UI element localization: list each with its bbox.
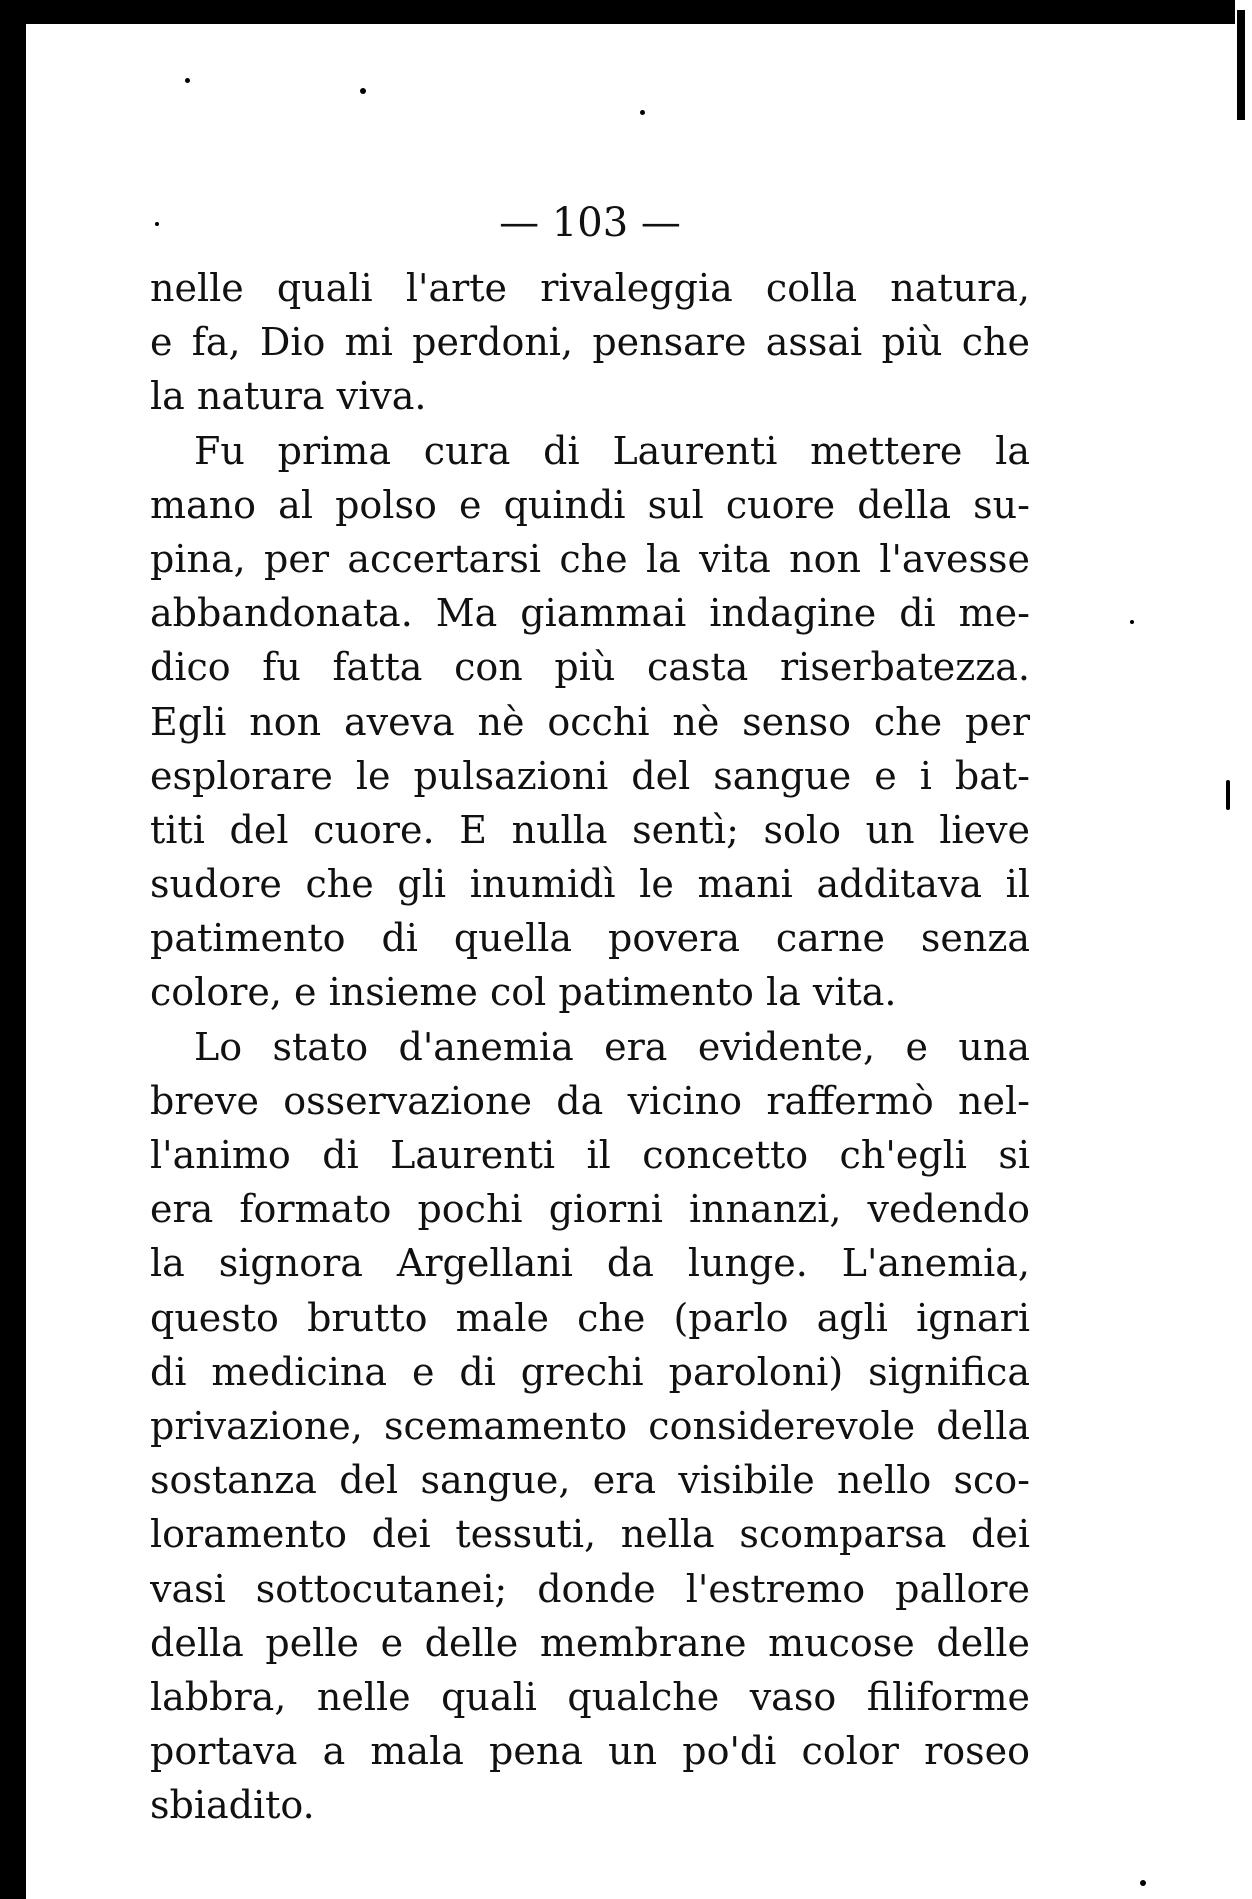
text-line: breve osservazione da vicino raffermò nel- — [150, 1078, 1030, 1123]
text-line: era formato pochi giorni innanzi, vedendo — [150, 1187, 1030, 1232]
text-line: la natura viva. — [150, 374, 427, 419]
text-line: labbra, nelle quali qualche vaso filiforme — [150, 1674, 1030, 1719]
text-line: sbiadito. — [150, 1783, 315, 1828]
text-line: sostanza del sangue, era visibile nello sco- — [150, 1458, 1030, 1503]
text-line: la signora Argellani da lunge. L'anemia, — [150, 1241, 1030, 1286]
scan-speck — [360, 88, 366, 94]
scan-border-right — [1237, 10, 1245, 120]
text-line: privazione, scemamento considerevole della — [150, 1403, 1030, 1448]
text-line: sudore che gli inumidì le mani additava il — [150, 862, 1030, 907]
text-line: vasi sottocutanei; donde l'estremo pallore — [150, 1566, 1030, 1611]
text-line: Fu prima cura di Laurenti mettere la — [194, 428, 1030, 473]
page-number: — 103 — — [499, 200, 681, 246]
text-line: dico fu fatta con più casta riserbatezza. — [150, 645, 1030, 690]
scan-speck — [185, 78, 190, 83]
scan-border-left — [0, 0, 26, 1899]
text-line: loramento dei tessuti, nella scomparsa dei — [150, 1512, 1030, 1557]
scan-speck — [1140, 1880, 1146, 1886]
text-line: della pelle e delle membrane mucose delle — [150, 1620, 1030, 1665]
text-line: e fa, Dio mi perdoni, pensare assai più che — [150, 320, 1030, 365]
text-line: Egli non aveva nè occhi nè senso che per — [150, 699, 1030, 744]
scan-speck — [640, 110, 645, 115]
text-line: colore, e insieme col patimento la vita. — [150, 970, 897, 1015]
text-line: titi del cuore. E nulla sentì; solo un lieve — [150, 807, 1030, 852]
text-line: abbandonata. Ma giammai indagine di me- — [150, 591, 1030, 636]
scan-speck — [1226, 780, 1230, 810]
text-line: nelle quali l'arte rivaleggia colla natura, — [150, 266, 1030, 310]
text-line: portava a mala pena un po'di color roseo — [150, 1729, 1030, 1774]
text-line: patimento di quella povera carne senza — [150, 916, 1030, 961]
text-line: questo brutto male che (parlo agli ignari — [150, 1295, 1030, 1340]
text-line: di medicina e di grechi paroloni) significa — [150, 1349, 1030, 1394]
text-line: pina, per accertarsi che la vita non l'avesse — [150, 536, 1030, 581]
text-line: l'animo di Laurenti il concetto ch'egli si — [150, 1133, 1030, 1177]
text-line: mano al polso e quindi sul cuore della su- — [150, 482, 1030, 527]
scan-speck — [1130, 620, 1134, 624]
scan-border-top — [0, 0, 1235, 24]
text-line: esplorare le pulsazioni del sangue e i bat- — [150, 753, 1030, 798]
body-text — [150, 261, 1030, 1832]
text-line: Lo stato d'anemia era evidente, e una — [194, 1024, 1030, 1069]
